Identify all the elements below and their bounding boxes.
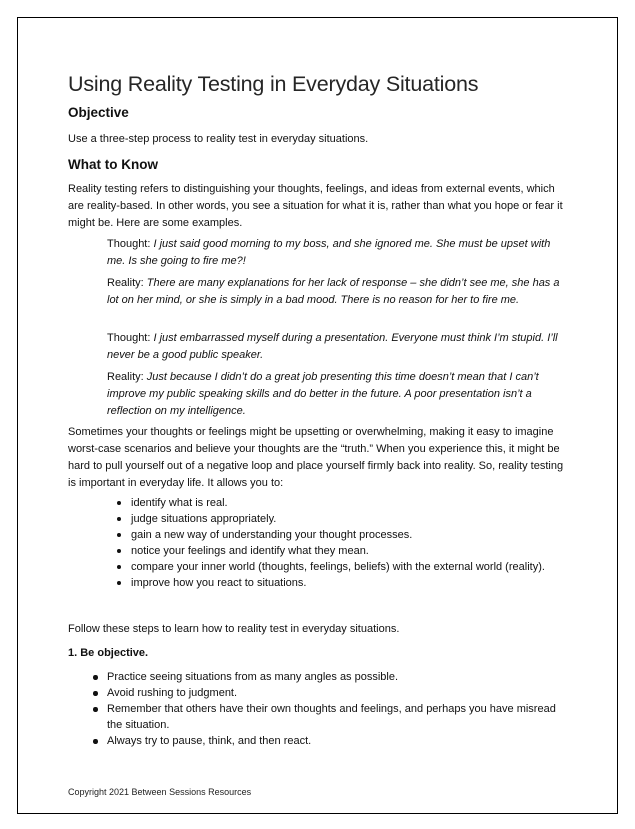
benefits-list — [117, 495, 569, 591]
example-text: I just embarrassed myself during a presentation. Everyone must think I’m stupid. I’ll never be a good public speaker. — [107, 332, 558, 361]
example-label: Reality: — [107, 277, 147, 289]
bullet-icon — [117, 533, 121, 537]
example-thought-1 — [107, 236, 569, 270]
bullet-icon — [93, 691, 98, 696]
page-title: Using Reality Testing in Everyday Situations — [68, 72, 479, 96]
bullet-icon — [117, 501, 121, 505]
example-label: Thought: — [107, 238, 154, 250]
bullet-icon — [93, 707, 98, 712]
example-text: I just said good morning to my boss, and she ignored me. She must be upset with me. Is she going to fire me?! — [107, 238, 551, 267]
example-reality-2 — [107, 369, 569, 420]
list-item: Remember that others have their own thoughts and feelings, and perhaps you have misread the situation. — [93, 701, 569, 733]
list-item: judge situations appropriately. — [117, 511, 569, 527]
list-item: gain a new way of understanding your thought processes. — [117, 527, 569, 543]
list-item: Always try to pause, think, and then react. — [93, 733, 569, 749]
body-paragraph: Sometimes your thoughts or feelings might be upsetting or overwhelming, making it easy to imagine worst-case scenarios and believe your thoughts are the “truth.” When you experience this, it might be hard to pull yourself out of a negative loop and place yourself firmly back into reality. So, reality testing is important in everyday life. It allows you to: — [68, 426, 564, 489]
example-thought-2 — [107, 330, 569, 364]
list-item: improve how you react to situations. — [117, 575, 569, 591]
follow-steps-text: Follow these steps to learn how to reality test in everyday situations. — [68, 623, 400, 635]
example-label: Reality: — [107, 371, 147, 383]
example-text: There are many explanations for her lack of response – she didn’t see me, she has a lot on her mind, or she is simply in a bad mood. There is no reason for her to fire me. — [107, 277, 560, 306]
list-item: notice your feelings and identify what they mean. — [117, 543, 569, 559]
bullet-icon — [117, 517, 121, 521]
bullet-icon — [117, 581, 121, 585]
step1-list — [93, 669, 569, 749]
list-item: compare your inner world (thoughts, feelings, beliefs) with the external world (reality). — [117, 559, 569, 575]
what-to-know-heading: What to Know — [68, 157, 158, 172]
intro-paragraph: Reality testing refers to distinguishing your thoughts, feelings, and ideas from external events, which are reality-based. In other words, you see a situation for what it is, rather than what you hope or fear it might be. Here are some examples. — [68, 183, 563, 229]
objective-text: Use a three-step process to reality test in everyday situations. — [68, 133, 369, 145]
list-item: Practice seeing situations from as many angles as possible. — [93, 669, 569, 685]
copyright-footer: Copyright 2021 Between Sessions Resources — [68, 787, 252, 797]
example-reality-1 — [107, 275, 569, 309]
objective-heading: Objective — [68, 105, 129, 120]
example-text: Just because I didn’t do a great job presenting this time doesn’t mean that I can’t improve my public speaking skills and do better in the future. A poor presentation isn’t a reflection on my intelligence. — [107, 371, 539, 417]
list-item: identify what is real. — [117, 495, 569, 511]
step1-heading: 1. Be objective. — [68, 647, 149, 659]
bullet-icon — [117, 565, 121, 569]
bullet-icon — [93, 739, 98, 744]
bullet-icon — [117, 549, 121, 553]
list-item: Avoid rushing to judgment. — [93, 685, 569, 701]
example-label: Thought: — [107, 332, 154, 344]
bullet-icon — [93, 675, 98, 680]
